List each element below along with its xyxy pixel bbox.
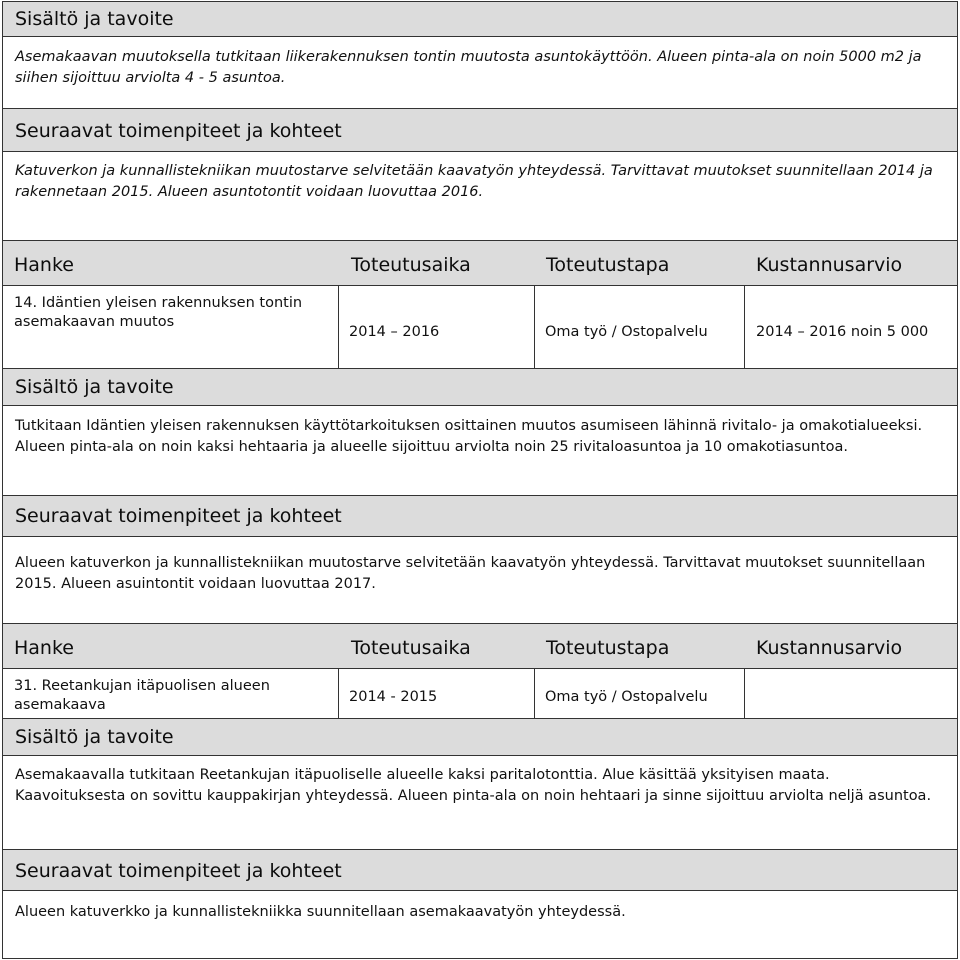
table-header-toteutusaika: Toteutusaika: [351, 637, 471, 659]
section-heading-band: [2, 1, 958, 37]
table-divider: [338, 286, 339, 368]
section-body: [2, 37, 958, 109]
section-body: [2, 152, 958, 240]
table-row: [2, 669, 958, 719]
table-header-toteutustapa: Toteutustapa: [546, 637, 670, 659]
table-divider: [534, 669, 535, 719]
section-text: Alueen katuverkon ja kunnallistekniikan muutostarve selvitetään kaavatyön yhteydessä. Tarvittavat muutokset suunnitellaan 2015. Alueen asuintontit voidaan luovuttaa 2017.: [15, 555, 926, 592]
table-cell-toteutusaika: 2014 – 2016: [349, 324, 440, 340]
section-heading-band: [2, 368, 958, 406]
table-header-kustannusarvio: Kustannusarvio: [756, 254, 903, 276]
section-text: Asemakaavalla tutkitaan Reetankujan itäpuoliselle alueelle kaksi paritalotonttia. Alue käsittää yksityisen maata. Kaavoituksesta on sovittu kauppakirjan yhteydessä. Alueen pinta-ala on noin hehtaari ja sinne sijoittuu arviolta neljä asuntoa.: [15, 767, 932, 804]
table-divider: [534, 286, 535, 368]
table-divider: [744, 669, 745, 719]
section-heading-band: [2, 849, 958, 891]
table-cell-kustannusarvio: 2014 – 2016 noin 5 000: [756, 324, 929, 340]
section-heading: Sisältö ja tavoite: [15, 726, 174, 748]
table-cell-hanke: 31. Reetankujan itäpuolisen alueen asemakaava: [14, 678, 270, 713]
section-text: Alueen katuverkko ja kunnallistekniikka suunnitellaan asemakaavatyön yhteydessä.: [15, 904, 626, 920]
section-body: [2, 537, 958, 623]
table-cell-toteutustapa: Oma työ / Ostopalvelu: [545, 689, 708, 705]
section-heading: Sisältö ja tavoite: [15, 8, 174, 30]
section-heading: Seuraavat toimenpiteet ja kohteet: [15, 860, 342, 882]
table-header-row: [2, 240, 958, 286]
table-header-toteutusaika: Toteutusaika: [351, 254, 471, 276]
section-heading-band: [2, 108, 958, 152]
section-heading-band: [2, 495, 958, 537]
table-header-hanke: Hanke: [14, 637, 74, 659]
section-heading-band: [2, 718, 958, 756]
table-header-row: [2, 623, 958, 669]
section-heading: Seuraavat toimenpiteet ja kohteet: [15, 120, 342, 142]
section-body: [2, 756, 958, 850]
table-row: [2, 286, 958, 368]
section-body: [2, 406, 958, 496]
table-divider: [744, 286, 745, 368]
section-text: Asemakaavan muutoksella tutkitaan liikerakennuksen tontin muutosta asuntokäyttöön. Alueen pinta-ala on noin 5000 m2 ja siihen sijoittuu arviolta 4 - 5 asuntoa.: [15, 49, 922, 86]
section-heading: Sisältö ja tavoite: [15, 376, 174, 398]
section-body: [2, 891, 958, 959]
table-header-toteutustapa: Toteutustapa: [546, 254, 670, 276]
table-cell-hanke: 14. Idäntien yleisen rakennuksen tontin asemakaavan muutos: [14, 295, 303, 330]
section-text: Katuverkon ja kunnallistekniikan muutostarve selvitetään kaavatyön yhteydessä. Tarvittavat muutokset suunnitellaan 2014 ja rakennetaan 2015. Alueen asuntotontit voidaan luovuttaa 2016.: [15, 163, 933, 200]
table-divider: [338, 669, 339, 719]
table-header-kustannusarvio: Kustannusarvio: [756, 637, 903, 659]
section-text: Tutkitaan Idäntien yleisen rakennuksen käyttötarkoituksen osittainen muutos asumiseen lähinnä rivitalo- ja omakotialueeksi. Alueen pinta-ala on noin kaksi hehtaaria ja alueelle sijoittuu arviolta noin 25 rivitaloasuntoa ja 10 omakotiasuntoa.: [15, 418, 923, 455]
table-cell-toteutustapa: Oma työ / Ostopalvelu: [545, 324, 708, 340]
table-cell-toteutusaika: 2014 - 2015: [349, 689, 438, 705]
table-header-hanke: Hanke: [14, 254, 74, 276]
section-heading: Seuraavat toimenpiteet ja kohteet: [15, 505, 342, 527]
